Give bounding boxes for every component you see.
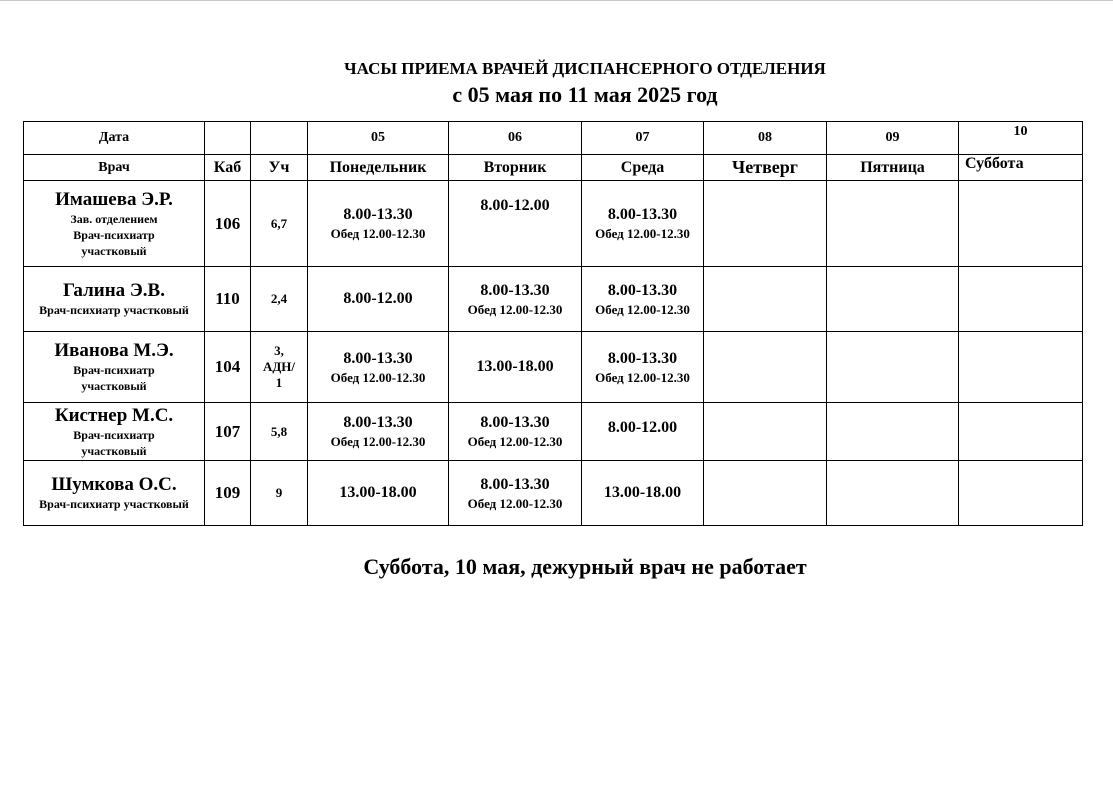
lunch-text: Обед 12.00-12.30 <box>467 434 563 449</box>
schedule-cell <box>827 332 959 403</box>
doctor-cell <box>24 267 205 332</box>
schedule-cell <box>704 332 827 403</box>
schedule-cell <box>827 267 959 332</box>
schedule-cell <box>308 267 449 332</box>
lunch-text: Обед 12.00-12.30 <box>595 226 690 241</box>
doctor-row <box>24 403 1083 461</box>
doctor-role: Врач-психиатр участковый <box>39 303 189 317</box>
schedule-cell <box>582 461 704 526</box>
day-cell: Вторник <box>449 155 582 181</box>
time-text: 8.00-13.30 <box>607 206 678 223</box>
lunch-text: Обед 12.00-12.30 <box>330 226 426 241</box>
date-cell: 10 <box>959 122 1083 155</box>
schedule-cell <box>449 403 582 461</box>
area-line: 9 <box>275 485 283 500</box>
doctor-row <box>24 181 1083 267</box>
area-cell <box>251 181 308 267</box>
doctor-row <box>24 461 1083 526</box>
room-header: Каб <box>205 155 251 181</box>
doctor-cell <box>24 181 205 267</box>
doctor-cell <box>24 332 205 403</box>
area-line: 5,8 <box>270 423 288 439</box>
doctor-row <box>24 267 1083 332</box>
schedule-cell <box>582 403 704 461</box>
page-title: ЧАСЫ ПРИЕМА ВРАЧЕЙ ДИСПАНСЕРНОГО ОТДЕЛЕНИЯ <box>344 59 826 78</box>
day-cell: Пятница <box>827 155 959 181</box>
lunch-text: Обед 12.00-12.30 <box>330 369 426 385</box>
doctor-role: участковый <box>81 243 147 258</box>
doctor-row <box>24 332 1083 403</box>
time-text: 8.00-13.30 <box>480 281 550 299</box>
schedule-cell <box>308 403 449 461</box>
doctor-cell <box>24 403 205 461</box>
date-header: Дата <box>24 122 205 155</box>
room-cell: 106 <box>205 181 251 267</box>
schedule-cell <box>704 461 827 526</box>
schedule-cell <box>827 461 959 526</box>
time-text: 8.00-12.00 <box>343 290 413 307</box>
date-cell: 07 <box>582 122 704 155</box>
date-cell: 06 <box>449 122 582 155</box>
area-cell <box>251 267 308 332</box>
schedule-cell <box>308 461 449 526</box>
area-line: 3, <box>274 343 284 358</box>
schedule-cell <box>449 461 582 526</box>
area-header: Уч <box>251 155 308 181</box>
area-line: АДН/ <box>262 359 296 374</box>
day-cell: Понедельник <box>308 155 449 181</box>
room-cell: 109 <box>205 461 251 526</box>
day-cell: Четверг <box>704 155 827 181</box>
schedule-cell <box>449 332 582 403</box>
schedule-cell <box>959 181 1083 267</box>
schedule-cell <box>827 403 959 461</box>
lunch-text: Обед 12.00-12.30 <box>467 495 563 511</box>
doctor-role: Врач-психиатр <box>73 363 155 377</box>
doctor-role: Зав. отделением <box>70 211 158 226</box>
lunch-text: Обед 12.00-12.30 <box>595 301 690 317</box>
schedule-cell <box>449 267 582 332</box>
doctor-name: Имашева Э.Р. <box>55 188 173 210</box>
header-row-days <box>24 155 1083 181</box>
date-cell: 08 <box>704 122 827 155</box>
schedule-cell <box>959 403 1083 461</box>
doctor-role: участковый <box>81 443 147 458</box>
lunch-text: Обед 12.00-12.30 <box>467 301 563 317</box>
time-text: 8.00-13.30 <box>480 414 550 431</box>
time-text: 8.00-13.30 <box>343 206 413 223</box>
schedule-cell <box>582 267 704 332</box>
time-text: 8.00-13.30 <box>343 414 413 431</box>
doctor-header: Врач <box>24 155 205 181</box>
doctor-name: Шумкова О.С. <box>51 474 177 495</box>
area-cell <box>251 332 308 403</box>
lunch-text: Обед 12.00-12.30 <box>330 434 426 449</box>
doctor-role: Врач-психиатр участковый <box>39 497 189 511</box>
time-text: 8.00-13.30 <box>607 349 678 367</box>
area-cell <box>251 461 308 526</box>
doctor-role: Врач-психиатр <box>73 427 155 442</box>
time-text: 8.00-13.30 <box>343 349 413 367</box>
room-cell: 107 <box>205 403 251 461</box>
doctor-name: Иванова М.Э. <box>54 340 174 361</box>
schedule-cell <box>704 181 827 267</box>
schedule-table <box>23 121 1083 526</box>
schedule-cell <box>308 332 449 403</box>
date-cell: 05 <box>308 122 449 155</box>
doctor-cell <box>24 461 205 526</box>
schedule-cell <box>704 267 827 332</box>
area-cell <box>251 403 308 461</box>
schedule-cell <box>827 181 959 267</box>
schedule-cell <box>308 181 449 267</box>
header-row-dates <box>24 122 1083 155</box>
schedule-cell <box>704 403 827 461</box>
time-text: 13.00-18.00 <box>603 484 682 501</box>
saturday-note: Суббота, 10 мая, дежурный врач не работает <box>363 554 807 579</box>
doctor-role: Врач-психиатр <box>73 227 155 242</box>
doctor-name: Кистнер М.С. <box>54 404 174 426</box>
day-cell: Среда <box>582 155 704 181</box>
schedule-cell <box>959 461 1083 526</box>
area-line: 6,7 <box>270 215 288 231</box>
time-text: 8.00-13.30 <box>480 475 550 493</box>
time-text: 8.00-12.00 <box>480 197 550 214</box>
room-cell: 104 <box>205 332 251 403</box>
schedule-cell <box>959 332 1083 403</box>
doctor-name: Галина Э.В. <box>63 280 165 301</box>
schedule-cell <box>959 267 1083 332</box>
time-text: 8.00-12.00 <box>607 419 678 436</box>
time-text: 13.00-18.00 <box>339 484 417 501</box>
day-cell: Суббота <box>959 155 1083 181</box>
time-text: 8.00-13.30 <box>607 281 678 299</box>
area-line: 2,4 <box>270 291 288 306</box>
area-line: 1 <box>275 375 283 390</box>
top-border-line <box>0 0 1113 1</box>
room-cell: 110 <box>205 267 251 332</box>
schedule-cell <box>582 181 704 267</box>
schedule-cell <box>582 332 704 403</box>
time-text: 13.00-18.00 <box>476 358 554 375</box>
lunch-text: Обед 12.00-12.30 <box>595 369 690 385</box>
doctor-role: участковый <box>81 379 147 393</box>
schedule-cell <box>449 181 582 267</box>
date-cell: 09 <box>827 122 959 155</box>
page-subtitle: с 05 мая по 11 мая 2025 год <box>452 82 718 107</box>
